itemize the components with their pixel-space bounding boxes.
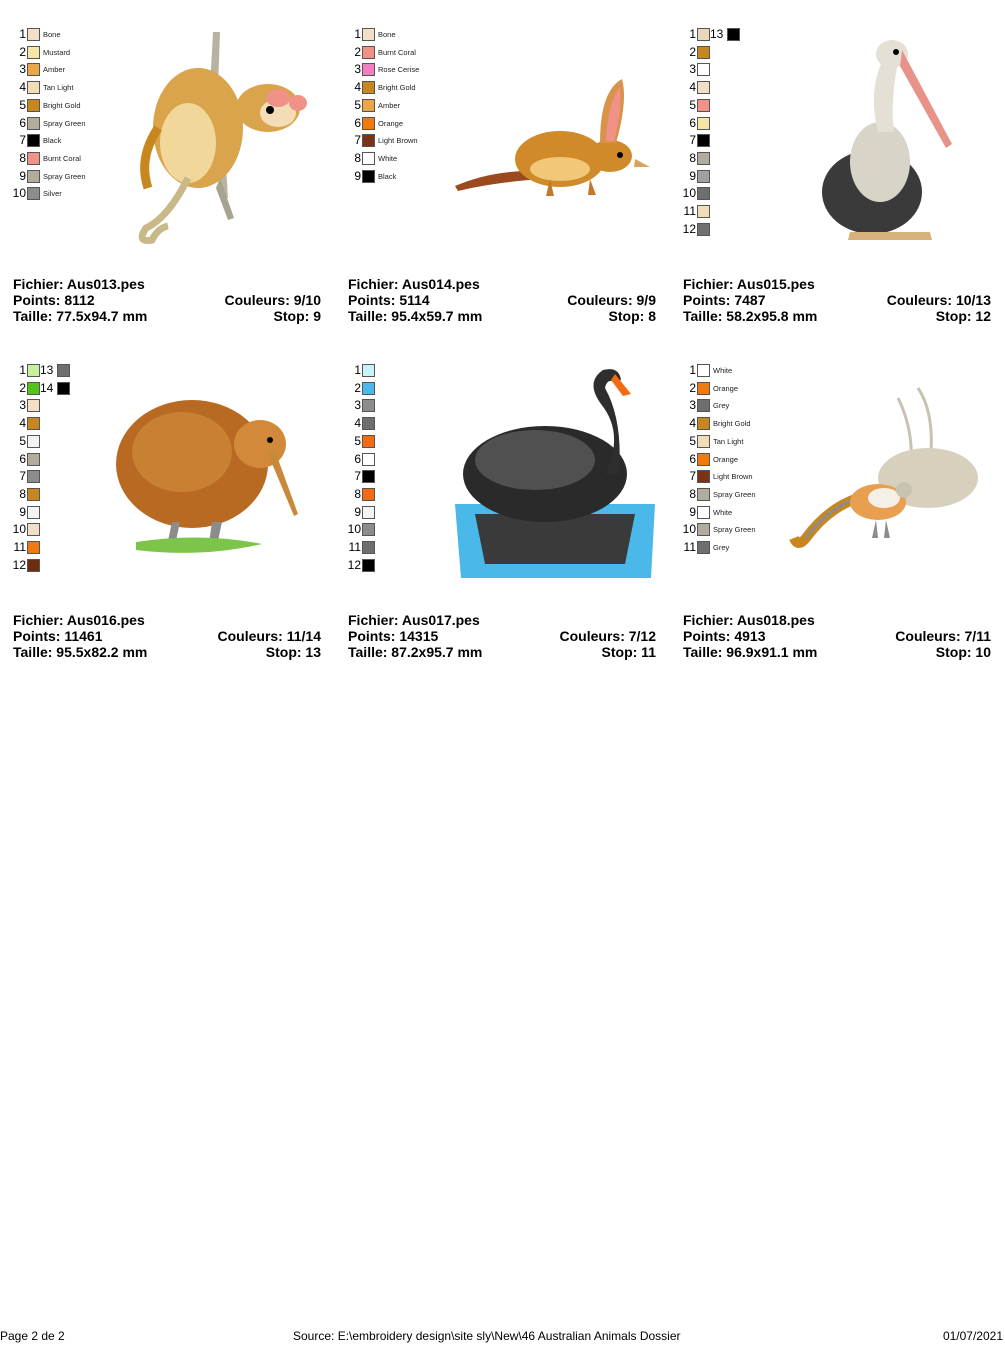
swatch-number: 6 xyxy=(19,115,26,130)
color-swatch xyxy=(27,134,40,147)
color-swatch xyxy=(697,506,710,519)
swatch-color-name: Spray Green xyxy=(43,118,86,128)
color-swatch xyxy=(362,382,375,395)
color-swatch xyxy=(362,134,375,147)
points: Points: 5114 xyxy=(348,292,430,308)
color-swatch xyxy=(697,541,710,554)
stop-count: Stop: 12 xyxy=(935,308,991,324)
points: Points: 14315 xyxy=(348,628,439,644)
footer-page: Page 2 de 2 xyxy=(0,1329,65,1343)
possum-embroidery xyxy=(128,28,308,246)
color-swatch xyxy=(27,152,40,165)
swatch-number: 5 xyxy=(689,97,696,112)
swatch-number: 1 xyxy=(689,27,696,41)
color-swatch xyxy=(27,364,40,377)
swatch-number: 3 xyxy=(354,398,361,413)
color-swatch xyxy=(27,46,40,59)
color-swatch xyxy=(27,170,40,183)
footer-date: 01/07/2021 xyxy=(942,1329,1003,1343)
colors-count: Couleurs: 11/14 xyxy=(217,628,321,644)
swatch-number: 10 xyxy=(12,522,26,537)
swatch-number: 6 xyxy=(19,451,26,466)
swatch-color-name: White xyxy=(713,366,733,375)
swatch-number: 4 xyxy=(19,416,26,431)
swatch-number: 2 xyxy=(354,380,361,395)
swatch-number: 6 xyxy=(354,115,361,130)
color-swatch xyxy=(697,152,710,165)
swatch-color-name: Spray Green xyxy=(43,171,86,181)
swatch-number: 8 xyxy=(19,150,26,165)
size: Taille: 77.5x94.7 mm xyxy=(13,308,148,324)
swatch-color-name: Orange xyxy=(713,383,739,393)
swatch-color-name: Tan Light xyxy=(713,436,744,446)
swatch-color-name: Orange xyxy=(713,454,739,464)
swatch-row xyxy=(335,44,535,61)
stop-count: Stop: 8 xyxy=(608,308,656,324)
points: Points: 7487 xyxy=(683,292,766,308)
swatch-color-name: Burnt Coral xyxy=(43,153,81,163)
design-card-aus014 xyxy=(335,26,655,326)
file-name: Fichier: Aus017.pes xyxy=(348,612,480,628)
color-swatch xyxy=(362,488,375,501)
design-card-aus017 xyxy=(335,362,655,662)
swatch-row xyxy=(670,362,870,379)
swatch-row xyxy=(0,557,200,574)
design-card-aus015 xyxy=(670,26,990,326)
color-swatch xyxy=(697,523,710,536)
swatch-number: 6 xyxy=(689,451,696,466)
swatch-number: 9 xyxy=(354,168,361,183)
lyrebird-embroidery xyxy=(788,378,988,566)
color-swatch xyxy=(362,399,375,412)
size: Taille: 95.5x82.2 mm xyxy=(13,644,148,660)
swatch-number: 10 xyxy=(682,522,696,537)
swatch-number: 1 xyxy=(19,27,26,41)
size: Taille: 96.9x91.1 mm xyxy=(683,644,818,660)
swatch-color-name: Bright Gold xyxy=(43,100,81,110)
color-swatch xyxy=(362,364,375,377)
swatch-number: 9 xyxy=(19,168,26,183)
color-swatch xyxy=(697,488,710,501)
swatch-number: 5 xyxy=(354,433,361,448)
swatch-number: 10 xyxy=(12,186,26,201)
color-swatch xyxy=(362,435,375,448)
colors-count: Couleurs: 9/10 xyxy=(224,292,321,308)
design-card-aus013 xyxy=(0,26,320,326)
design-info xyxy=(13,612,321,660)
swatch-number: 10 xyxy=(682,186,696,201)
design-info xyxy=(683,612,991,660)
swatch-number: 7 xyxy=(19,133,26,148)
color-swatch xyxy=(697,453,710,466)
color-swatch xyxy=(27,488,40,501)
swatch-color-name: Light Brown xyxy=(713,472,753,482)
swatch-number: 3 xyxy=(689,62,696,77)
design-info xyxy=(683,276,991,324)
color-swatch xyxy=(362,170,375,183)
swatch-color-name: White xyxy=(378,153,398,163)
swatch-number: 11 xyxy=(683,204,696,218)
swatch-number: 8 xyxy=(19,486,26,501)
swatch-number: 11 xyxy=(13,540,26,554)
swatch-color-name: Burnt Coral xyxy=(378,47,416,57)
color-swatch xyxy=(27,81,40,94)
swatch-number: 6 xyxy=(354,451,361,466)
swatch-color-name: Spray Green xyxy=(713,489,756,499)
color-swatch xyxy=(362,417,375,430)
swatch-number: 3 xyxy=(19,398,26,413)
swatch-color-name: Mustard xyxy=(43,47,71,57)
points: Points: 8112 xyxy=(13,292,95,308)
swatch-number: 8 xyxy=(354,150,361,165)
colors-count: Couleurs: 7/11 xyxy=(895,628,991,644)
file-name: Fichier: Aus014.pes xyxy=(348,276,480,292)
color-swatch xyxy=(697,470,710,483)
size: Taille: 87.2x95.7 mm xyxy=(348,644,483,660)
swatch-color-name: Black xyxy=(378,171,397,181)
color-swatch xyxy=(362,559,375,572)
color-swatch xyxy=(27,506,40,519)
color-swatch xyxy=(697,28,710,41)
colors-count: Couleurs: 7/12 xyxy=(559,628,656,644)
stop-count: Stop: 9 xyxy=(273,308,321,324)
design-info xyxy=(348,276,656,324)
swatch-color-name: Bright Gold xyxy=(378,83,416,93)
swatch-color-name: Silver xyxy=(43,189,62,199)
swatch-color-name: Orange xyxy=(378,118,404,128)
swatch-number: 2 xyxy=(19,380,26,395)
swatch-number: 2 xyxy=(354,44,361,59)
color-swatch xyxy=(697,99,710,112)
swatch-color-name: Spray Green xyxy=(713,525,756,535)
swatch-number: 7 xyxy=(19,469,26,484)
size: Taille: 95.4x59.7 mm xyxy=(348,308,483,324)
swatch-number: 10 xyxy=(347,522,361,537)
swatch-color-name: Grey xyxy=(713,543,730,552)
color-swatch xyxy=(57,364,70,377)
color-swatch xyxy=(697,205,710,218)
color-swatch xyxy=(727,28,740,41)
swatch-number: 5 xyxy=(19,433,26,448)
color-swatch xyxy=(697,46,710,59)
swatch-number: 8 xyxy=(689,486,696,501)
color-swatch xyxy=(27,187,40,200)
swatch-row xyxy=(0,362,200,379)
stop-count: Stop: 13 xyxy=(265,644,321,660)
color-swatch xyxy=(27,99,40,112)
swatch-number: 9 xyxy=(689,168,696,183)
swatch-color-name: White xyxy=(713,507,733,517)
color-swatch xyxy=(697,187,710,200)
file-name: Fichier: Aus015.pes xyxy=(683,276,815,292)
swatch-number: 12 xyxy=(12,557,26,572)
swatch-number: 11 xyxy=(683,540,696,554)
swatch-number: 3 xyxy=(19,62,26,77)
swatch-number: 3 xyxy=(689,398,696,413)
points: Points: 11461 xyxy=(13,628,103,644)
kiwi-embroidery xyxy=(112,382,317,558)
color-swatch xyxy=(362,470,375,483)
footer-source: Source: E:\embroidery design\site sly\New\46 Australian Animals Dossier xyxy=(293,1329,681,1343)
color-swatch xyxy=(27,117,40,130)
swatch-row xyxy=(335,26,535,43)
color-swatch xyxy=(27,435,40,448)
color-swatch xyxy=(697,223,710,236)
swatch-number: 9 xyxy=(354,504,361,519)
color-swatch xyxy=(362,506,375,519)
stop-count: Stop: 11 xyxy=(601,644,656,660)
bilby-embroidery xyxy=(450,71,655,201)
swatch-color-name: Bright Gold xyxy=(713,419,751,429)
color-swatch xyxy=(27,559,40,572)
color-swatch xyxy=(697,63,710,76)
color-swatch xyxy=(362,523,375,536)
color-swatch xyxy=(697,81,710,94)
swatch-number: 1 xyxy=(354,27,361,41)
size: Taille: 58.2x95.8 mm xyxy=(683,308,818,324)
swatch-number: 8 xyxy=(689,150,696,165)
design-card-aus018 xyxy=(670,362,990,662)
swatch-number: 13 xyxy=(710,27,724,41)
color-swatch xyxy=(57,382,70,395)
swatch-color-name: Light Brown xyxy=(378,136,418,146)
swatch-number: 12 xyxy=(682,221,696,236)
design-info xyxy=(348,612,656,660)
color-swatch xyxy=(27,523,40,536)
swatch-number: 3 xyxy=(354,62,361,77)
color-swatch xyxy=(362,453,375,466)
color-swatch xyxy=(27,453,40,466)
color-swatch xyxy=(27,399,40,412)
swatch-number: 7 xyxy=(354,469,361,484)
swatch-color-name: Rose Cerise xyxy=(378,65,420,75)
color-swatch xyxy=(362,46,375,59)
color-swatch xyxy=(27,470,40,483)
swatch-color-name: Tan Light xyxy=(43,83,74,93)
swatch-color-name: Amber xyxy=(43,65,66,75)
color-swatch xyxy=(362,28,375,41)
color-swatch xyxy=(27,382,40,395)
color-swatch xyxy=(697,382,710,395)
swatch-number: 13 xyxy=(40,363,54,377)
swatch-color-name: Grey xyxy=(713,401,730,411)
color-swatch xyxy=(362,99,375,112)
color-swatch xyxy=(697,417,710,430)
colors-count: Couleurs: 9/9 xyxy=(567,292,656,308)
swatch-number: 4 xyxy=(19,80,26,95)
color-swatch xyxy=(362,81,375,94)
stop-count: Stop: 10 xyxy=(935,644,991,660)
swatch-number: 5 xyxy=(354,97,361,112)
swatch-number: 1 xyxy=(354,363,361,377)
swatch-number: 11 xyxy=(348,540,361,554)
color-swatch xyxy=(27,541,40,554)
swatch-number: 6 xyxy=(689,115,696,130)
swatch-number: 7 xyxy=(354,133,361,148)
swatch-number: 4 xyxy=(689,416,696,431)
swatch-color-name: Amber xyxy=(378,100,401,110)
file-name: Fichier: Aus018.pes xyxy=(683,612,815,628)
swatch-number: 4 xyxy=(354,80,361,95)
swatch-number: 14 xyxy=(40,380,54,395)
swatch-color-name: Black xyxy=(43,136,62,146)
design-info xyxy=(13,276,321,324)
swatch-number: 5 xyxy=(19,97,26,112)
color-swatch xyxy=(697,399,710,412)
swatch-number: 1 xyxy=(689,363,696,377)
color-swatch xyxy=(27,417,40,430)
swatch-number: 4 xyxy=(354,416,361,431)
swatch-number: 5 xyxy=(689,433,696,448)
points: Points: 4913 xyxy=(683,628,766,644)
pelican-embroidery xyxy=(820,32,960,244)
color-swatch xyxy=(697,435,710,448)
color-swatch xyxy=(362,63,375,76)
colors-count: Couleurs: 10/13 xyxy=(886,292,991,308)
swatch-number: 7 xyxy=(689,469,696,484)
swatch-number: 9 xyxy=(19,504,26,519)
color-swatch xyxy=(697,117,710,130)
swatch-number: 1 xyxy=(19,363,26,377)
swatch-number: 2 xyxy=(19,44,26,59)
swatch-color-name: Bone xyxy=(378,30,396,39)
swatch-number: 2 xyxy=(689,44,696,59)
swatch-number: 2 xyxy=(689,380,696,395)
color-swatch xyxy=(697,364,710,377)
color-swatch xyxy=(27,28,40,41)
color-swatch xyxy=(697,170,710,183)
black-swan-embroidery xyxy=(455,364,655,578)
color-swatch xyxy=(362,541,375,554)
design-card-aus016 xyxy=(0,362,320,662)
color-swatch xyxy=(362,117,375,130)
swatch-color-name: Bone xyxy=(43,30,61,39)
swatch-number: 9 xyxy=(689,504,696,519)
color-swatch xyxy=(697,134,710,147)
color-swatch xyxy=(27,63,40,76)
swatch-number: 7 xyxy=(689,133,696,148)
color-swatch xyxy=(362,152,375,165)
file-name: Fichier: Aus013.pes xyxy=(13,276,145,292)
file-name: Fichier: Aus016.pes xyxy=(13,612,145,628)
swatch-number: 8 xyxy=(354,486,361,501)
swatch-number: 4 xyxy=(689,80,696,95)
swatch-number: 12 xyxy=(347,557,361,572)
